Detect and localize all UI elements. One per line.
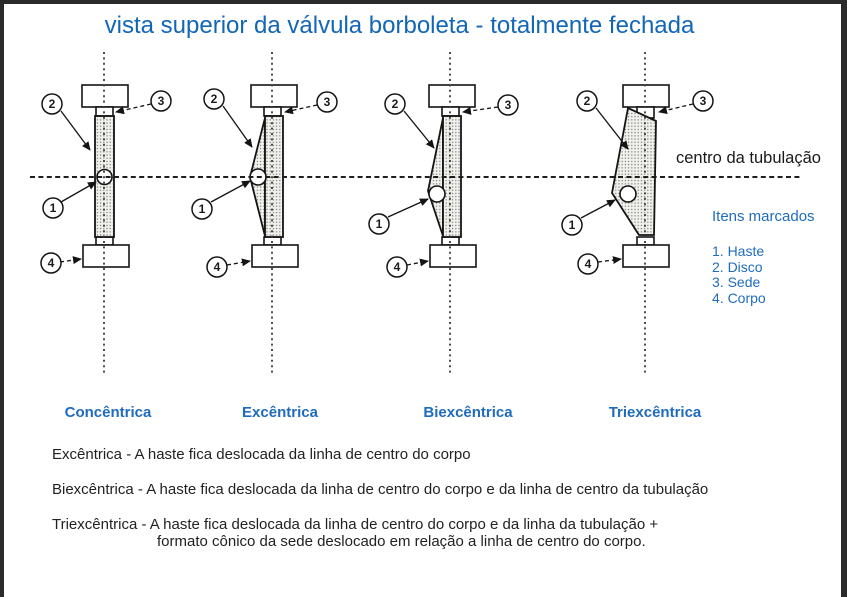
valve-concentric-diagram <box>41 52 171 375</box>
frame-border-left <box>0 0 4 597</box>
valve3-callout-stem-num: 1 <box>375 217 383 231</box>
valve-label-triple-eccentric: Triexcêntrica <box>608 404 702 421</box>
valve2-leader-disc <box>223 106 252 147</box>
valve-label-concentric: Concêntrica <box>64 404 152 421</box>
note-eccentric: Excêntrica - A haste fica deslocada da linha de centro do corpo <box>52 446 471 463</box>
valve4-leader-disc <box>596 108 628 149</box>
valve2-body-top <box>251 85 297 107</box>
valve-label-double-eccentric: Biexcêntrica <box>423 404 513 421</box>
valve4-callout-stem-num: 1 <box>568 218 576 232</box>
valve-triple-eccentric-diagram <box>562 52 713 375</box>
legend-item-corpo: 4. Corpo <box>712 289 766 306</box>
valve2-leader-stem <box>211 181 250 202</box>
valve1-callout-disc-num: 2 <box>48 97 56 111</box>
valve4-callout-body-num: 4 <box>584 257 592 271</box>
valve-double-eccentric-diagram <box>369 52 518 375</box>
valve1-leader-disc <box>61 111 90 150</box>
valve4-disc <box>612 108 656 235</box>
note-triple-eccentric-line1: Triexcêntrica - A haste fica deslocada da linha de centro do corpo e da linha da tubulação + <box>52 516 659 533</box>
valve3-leader-body <box>407 261 428 265</box>
note-double-eccentric: Biexcêntrica - A haste fica deslocada da linha de centro do corpo e da linha de centro da tubulação <box>52 481 709 498</box>
valve1-body-top <box>82 85 128 107</box>
frame-border-top <box>0 0 847 4</box>
valve3-callout-disc-num: 2 <box>391 97 399 111</box>
legend <box>712 208 815 306</box>
valve-eccentric-diagram <box>192 52 337 375</box>
valve1-leader-body <box>60 259 81 262</box>
legend-heading: Itens marcados <box>712 208 815 225</box>
valve4-leader-body <box>598 259 621 262</box>
valve1-callout-body-num: 4 <box>47 256 55 270</box>
note-triple-eccentric-line2: formato cônico da sede deslocado em relação a linha de centro do corpo. <box>157 533 646 550</box>
valve3-leader-stem <box>388 199 428 217</box>
valve4-body-bottom <box>623 245 669 267</box>
legend-item-disco: 2. Disco <box>712 258 763 275</box>
legend-item-haste: 1. Haste <box>712 243 765 259</box>
valve3-body-top <box>429 85 475 107</box>
valve3-stem <box>429 186 445 202</box>
page-title: vista superior da válvula borboleta - totalmente fechada <box>104 12 695 39</box>
valve1-callout-stem-num: 1 <box>49 201 57 215</box>
valve4-callout-disc-num: 2 <box>583 94 591 108</box>
valve4-callout-seat-num: 3 <box>699 94 707 108</box>
valve1-body-bottom <box>83 245 129 267</box>
valve2-callout-seat-num: 3 <box>323 95 331 109</box>
valve3-body-bottom <box>430 245 476 267</box>
valve-label-eccentric: Excêntrica <box>242 404 318 421</box>
frame-border-right <box>841 0 847 597</box>
valve3-leader-disc <box>404 111 434 148</box>
valve4-body-top <box>623 85 669 107</box>
valve2-body-bottom <box>252 245 298 267</box>
valve1-leader-stem <box>61 182 96 202</box>
valve3-callout-body-num: 4 <box>393 260 401 274</box>
valve2-callout-disc-num: 2 <box>210 92 218 106</box>
pipeline-centerline-label: centro da tubulação <box>676 149 821 167</box>
valve1-callout-seat-num: 3 <box>157 94 165 108</box>
valve3-callout-seat-num: 3 <box>504 98 512 112</box>
valve2-callout-body-num: 4 <box>213 260 221 274</box>
valve4-stem <box>620 186 636 202</box>
valve2-callout-stem-num: 1 <box>198 202 206 216</box>
legend-item-sede: 3. Sede <box>712 274 761 291</box>
valve2-leader-body <box>227 261 250 265</box>
valve4-leader-stem <box>581 200 615 218</box>
